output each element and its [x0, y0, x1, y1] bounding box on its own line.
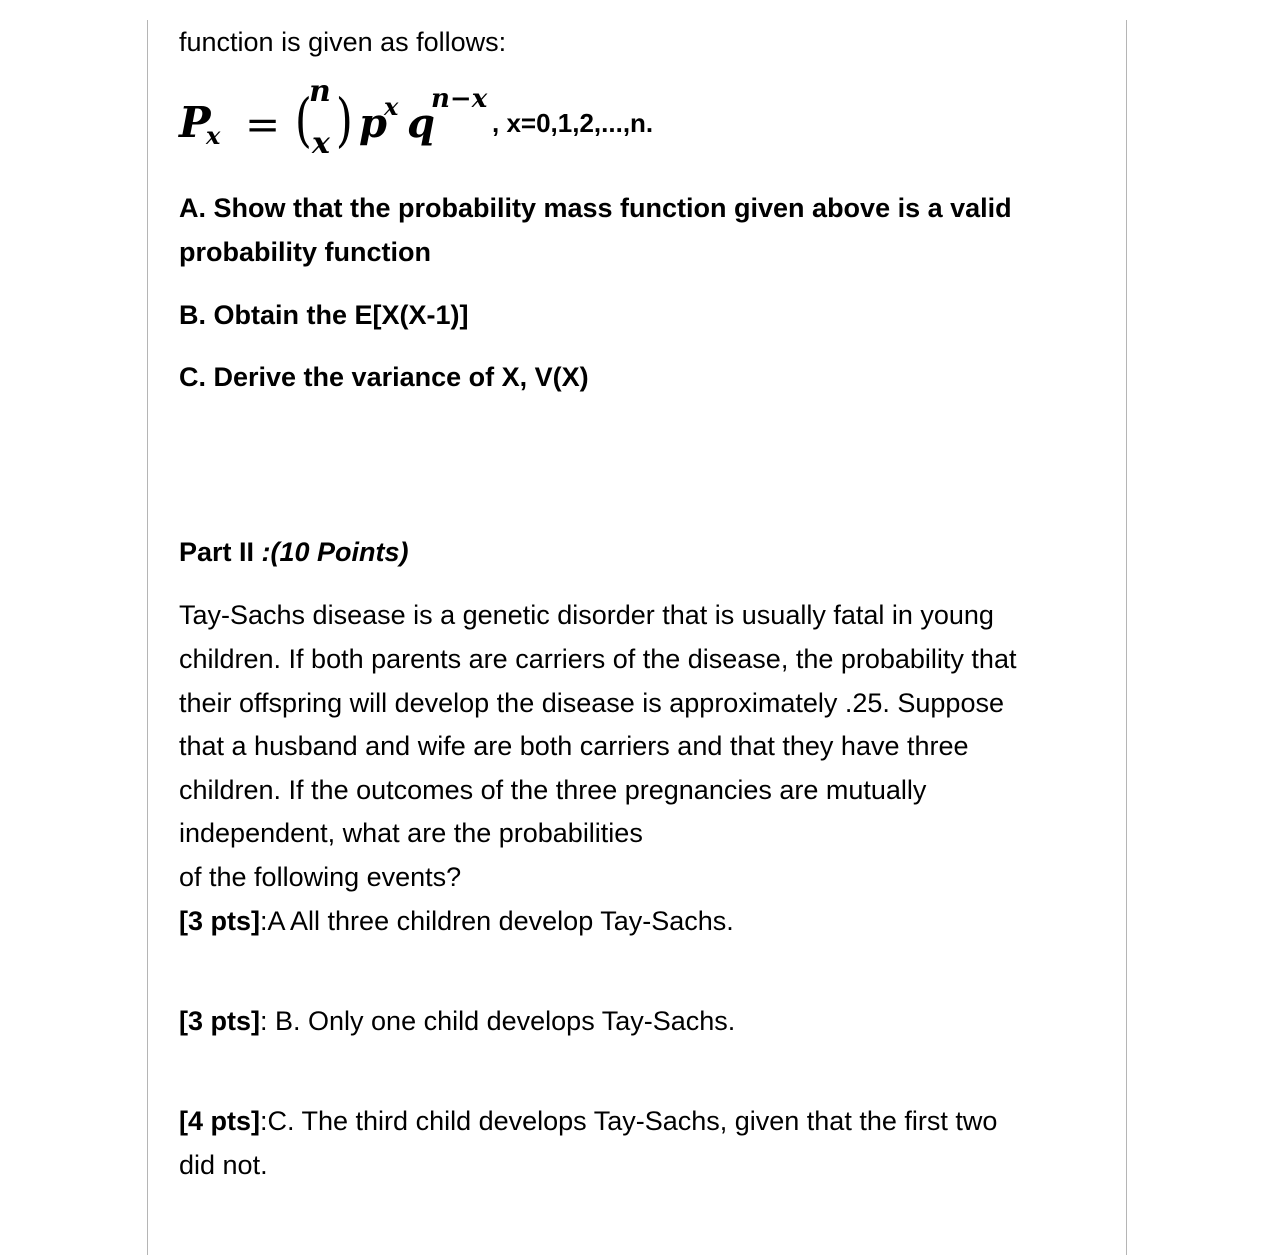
- paragraph-line: their offspring will develop the disease is approximately .25. Suppose: [179, 688, 1004, 718]
- question-2b: [179, 1005, 735, 1037]
- question-c: C. Derive the variance of X, V(X): [179, 362, 589, 392]
- formula-q-exponent: n−x: [431, 84, 488, 114]
- part2-heading-points: :(10 Points): [261, 537, 409, 567]
- question-2a-text: :A All three children develop Tay-Sachs.: [260, 906, 734, 936]
- question-2a-points: [3 pts]: [179, 906, 260, 936]
- paragraph-line: children. If both parents are carriers of the disease, the probability that: [179, 644, 1017, 674]
- question-b: B. Obtain the E[X(X-1)]: [179, 300, 469, 330]
- intro-text: function is given as follows:: [179, 27, 507, 57]
- part2-heading-label: Part II: [179, 537, 262, 567]
- formula-range: , x=0,1,2,...,n.: [492, 108, 654, 138]
- question-a-line2: probability function: [179, 237, 431, 267]
- formula-lhs-subscript: x: [206, 121, 221, 150]
- question-2c: [179, 1105, 997, 1137]
- binomial-bottom: x: [312, 126, 330, 161]
- question-2b-points: [3 pts]: [179, 1006, 260, 1036]
- pmf-formula: [179, 74, 779, 173]
- binomial-right-paren: ): [335, 86, 353, 154]
- formula-equals: =: [245, 100, 281, 149]
- part2-heading: [179, 536, 409, 568]
- question-2b-text: : B. Only one child develops Tay-Sachs.: [260, 1006, 736, 1036]
- paragraph-line: that a husband and wife are both carriers and that they have three: [179, 731, 969, 761]
- paragraph-line: Tay-Sachs disease is a genetic disorder that is usually fatal in young: [179, 600, 994, 630]
- question-2a: [179, 905, 734, 937]
- formula-p: p: [359, 100, 387, 147]
- question-2c-text: :C. The third child develops Tay-Sachs, given that the first two: [260, 1106, 998, 1136]
- question-2c-continued: did not.: [179, 1150, 268, 1180]
- paragraph-line: independent, what are the probabilities: [179, 818, 643, 848]
- paragraph-line: of the following events?: [179, 862, 462, 892]
- formula-q: q: [407, 100, 435, 147]
- formula-p-exponent: x: [384, 92, 399, 121]
- question-a-line1: A. Show that the probability mass function given above is a valid: [179, 193, 1012, 223]
- formula-lhs: P: [179, 98, 211, 147]
- binomial-left-paren: (: [294, 86, 312, 154]
- binomial-top: n: [309, 74, 331, 109]
- question-2c-points: [4 pts]: [179, 1106, 260, 1136]
- paragraph-line: children. If the outcomes of the three pregnancies are mutually: [179, 775, 927, 805]
